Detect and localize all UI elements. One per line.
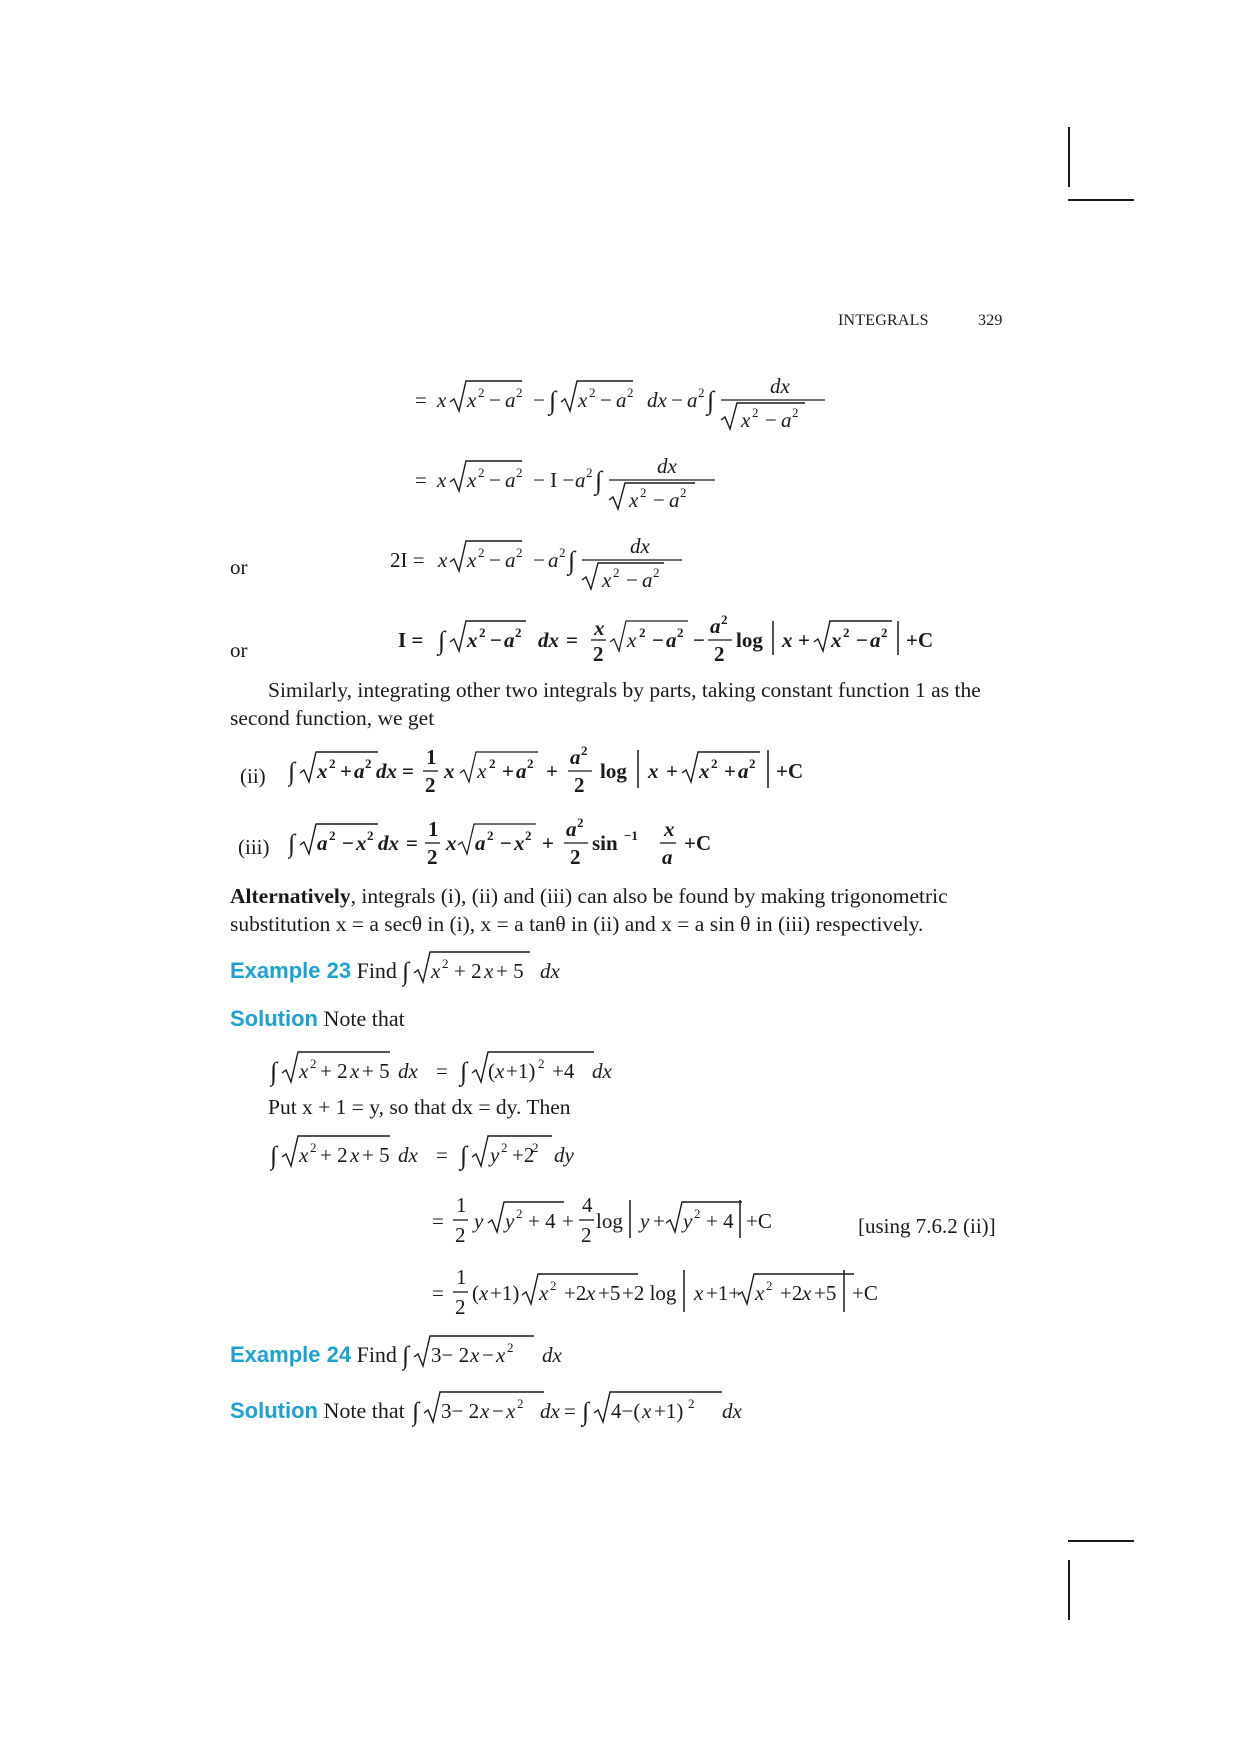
svg-text:2: 2 bbox=[766, 1278, 773, 1293]
crop-mark-bottom-vertical bbox=[1068, 1560, 1070, 1620]
svg-text:−: − bbox=[600, 388, 612, 412]
solution-23-eq2-math bbox=[270, 1130, 600, 1174]
svg-text:2: 2 bbox=[613, 565, 620, 580]
solution-23-intro: Note that bbox=[323, 1006, 405, 1031]
svg-text:a: a bbox=[570, 745, 581, 769]
svg-text:a: a bbox=[548, 548, 559, 572]
svg-text:3− 2: 3− 2 bbox=[441, 1399, 480, 1423]
eq-ii-label: (ii) bbox=[240, 764, 266, 788]
svg-text:x: x bbox=[467, 628, 478, 652]
svg-text:x: x bbox=[602, 568, 612, 592]
svg-text:+C: +C bbox=[852, 1281, 878, 1305]
example-24-expression-math bbox=[402, 1330, 582, 1374]
svg-text:+2 log: +2 log bbox=[622, 1281, 677, 1305]
svg-text:2: 2 bbox=[694, 1206, 701, 1221]
svg-text:+C: +C bbox=[776, 759, 804, 783]
svg-text:x: x bbox=[578, 388, 588, 412]
svg-text:x: x bbox=[477, 759, 487, 783]
svg-text:a: a bbox=[687, 388, 698, 412]
svg-text:x: x bbox=[437, 468, 447, 492]
svg-text:x: x bbox=[648, 759, 659, 783]
svg-text:x: x bbox=[479, 1281, 489, 1305]
svg-text:2: 2 bbox=[881, 625, 888, 640]
svg-text:x: x bbox=[495, 1059, 505, 1083]
solution-23-put: Put x + 1 = y, so that dx = dy. Then bbox=[268, 1095, 571, 1119]
svg-text:log: log bbox=[600, 759, 627, 783]
svg-text:dx: dx bbox=[538, 628, 559, 652]
svg-text:a: a bbox=[870, 628, 881, 652]
svg-text:+1): +1) bbox=[506, 1059, 536, 1083]
solution-23-eq1 bbox=[270, 1046, 630, 1090]
svg-text:2: 2 bbox=[570, 845, 581, 869]
derivation-line-1-math bbox=[415, 375, 835, 435]
svg-text:+5: +5 bbox=[598, 1281, 621, 1305]
svg-text:x: x bbox=[467, 468, 477, 492]
svg-text:y: y bbox=[490, 1143, 500, 1167]
svg-text:1: 1 bbox=[456, 1265, 467, 1289]
svg-text:2: 2 bbox=[752, 405, 759, 420]
svg-text:+5: +5 bbox=[814, 1281, 837, 1305]
svg-text:+C: +C bbox=[906, 628, 934, 652]
svg-text:2: 2 bbox=[721, 613, 728, 627]
svg-text:y: y bbox=[683, 1209, 693, 1233]
svg-text:x: x bbox=[506, 1399, 516, 1423]
svg-text:2: 2 bbox=[792, 405, 799, 420]
example-23-expression bbox=[402, 948, 582, 992]
svg-text:dx: dx bbox=[657, 455, 677, 478]
svg-text:=: = bbox=[415, 388, 427, 412]
svg-text:x: x bbox=[299, 1059, 309, 1083]
svg-text:+2: +2 bbox=[512, 1143, 535, 1167]
svg-text:a: a bbox=[738, 759, 749, 783]
derivation-line-4-math bbox=[398, 613, 988, 675]
svg-text:a: a bbox=[781, 408, 792, 432]
svg-text:−: − bbox=[489, 548, 501, 572]
solution-24-expression-math bbox=[412, 1386, 772, 1430]
formula-iii-math bbox=[288, 812, 748, 878]
svg-text:2: 2 bbox=[714, 642, 725, 666]
svg-text:x: x bbox=[627, 628, 637, 652]
svg-text:2: 2 bbox=[680, 485, 687, 500]
svg-text:−: − bbox=[489, 388, 501, 412]
svg-text:+: + bbox=[340, 759, 352, 783]
svg-text:+1+: +1+ bbox=[706, 1281, 741, 1305]
svg-text:2: 2 bbox=[427, 845, 438, 869]
crop-mark-bottom-horizontal bbox=[1068, 1540, 1134, 1542]
svg-text:a: a bbox=[662, 845, 673, 869]
svg-text:1: 1 bbox=[426, 745, 437, 769]
derivation-line-3 bbox=[390, 535, 710, 597]
svg-text:2: 2 bbox=[574, 773, 585, 797]
svg-text:∫: ∫ bbox=[402, 1341, 410, 1370]
svg-text:dx: dx bbox=[540, 1399, 560, 1423]
alternatively-bold: Alternatively bbox=[230, 884, 351, 908]
svg-text:4−(: 4−( bbox=[611, 1399, 641, 1423]
svg-text:x: x bbox=[437, 388, 447, 412]
svg-text:−: − bbox=[492, 1399, 504, 1423]
svg-text:=: = bbox=[566, 628, 578, 652]
svg-text:x: x bbox=[802, 1281, 812, 1305]
svg-text:−: − bbox=[765, 408, 777, 432]
example-23-label: Example 23 bbox=[230, 958, 352, 983]
example-23-heading bbox=[230, 960, 397, 982]
svg-text:∫: ∫ bbox=[595, 466, 603, 495]
svg-text:2: 2 bbox=[749, 756, 756, 771]
solution-24-heading bbox=[230, 1400, 405, 1422]
svg-text:dx: dx bbox=[398, 1143, 418, 1167]
svg-text:x: x bbox=[446, 831, 457, 855]
crop-mark-top-horizontal bbox=[1068, 199, 1134, 201]
svg-text:2I =: 2I = bbox=[390, 548, 425, 572]
svg-text:x: x bbox=[480, 1399, 490, 1423]
eq-iii-label: (iii) bbox=[238, 835, 270, 859]
svg-text:2: 2 bbox=[479, 625, 486, 640]
svg-text:−: − bbox=[856, 628, 868, 652]
svg-text:x: x bbox=[431, 959, 441, 983]
svg-text:x: x bbox=[664, 817, 675, 841]
svg-text:a: a bbox=[317, 831, 328, 855]
page-number: 329 bbox=[978, 312, 1003, 329]
svg-text:dx: dx bbox=[376, 759, 397, 783]
example-24-heading bbox=[230, 1344, 397, 1366]
svg-text:+: + bbox=[798, 628, 810, 652]
svg-text:2: 2 bbox=[843, 625, 850, 640]
svg-text:x: x bbox=[356, 831, 367, 855]
svg-text:a: a bbox=[710, 614, 721, 638]
svg-text:+ 5: + 5 bbox=[362, 1143, 390, 1167]
svg-text:a: a bbox=[505, 388, 516, 412]
svg-text:2: 2 bbox=[581, 743, 588, 758]
svg-text:2: 2 bbox=[501, 1140, 508, 1155]
solution-23-eq3 bbox=[432, 1192, 822, 1252]
svg-text:+C: +C bbox=[746, 1209, 772, 1233]
svg-text:sin: sin bbox=[592, 831, 618, 855]
svg-text:2: 2 bbox=[516, 545, 523, 560]
svg-text:2: 2 bbox=[329, 828, 336, 843]
svg-text:+: + bbox=[653, 1209, 665, 1233]
svg-text:∫: ∫ bbox=[707, 386, 715, 415]
svg-text:2: 2 bbox=[538, 1056, 545, 1071]
svg-text:dx: dx bbox=[398, 1059, 418, 1083]
svg-text:2: 2 bbox=[507, 1340, 514, 1355]
svg-text:x: x bbox=[694, 1281, 704, 1305]
svg-text:+ 2: + 2 bbox=[320, 1143, 348, 1167]
svg-text:2: 2 bbox=[442, 956, 449, 971]
svg-text:dx: dx bbox=[540, 959, 560, 983]
svg-text:+ 5: + 5 bbox=[496, 959, 524, 983]
svg-text:−: − bbox=[653, 488, 665, 512]
svg-text:∫: ∫ bbox=[460, 1057, 468, 1086]
solution-23-eq4-math bbox=[432, 1262, 972, 1326]
svg-text:x: x bbox=[594, 616, 605, 640]
svg-text:∫: ∫ bbox=[582, 1397, 590, 1426]
svg-text:a: a bbox=[566, 817, 577, 841]
svg-text:−: − bbox=[342, 831, 354, 855]
svg-text:∫: ∫ bbox=[568, 546, 576, 575]
solution-23-eq2 bbox=[270, 1130, 600, 1174]
svg-text:+: + bbox=[542, 831, 554, 855]
svg-text:x: x bbox=[350, 1059, 360, 1083]
svg-text:2: 2 bbox=[310, 1140, 317, 1155]
svg-text:+2: +2 bbox=[564, 1281, 587, 1305]
formula-iii bbox=[288, 812, 748, 878]
svg-text:dx: dx bbox=[592, 1059, 612, 1083]
svg-text:2: 2 bbox=[516, 385, 523, 400]
svg-text:2: 2 bbox=[581, 1223, 592, 1247]
svg-text:a: a bbox=[504, 628, 515, 652]
svg-text:dx: dx bbox=[722, 1399, 742, 1423]
solution-23-eq4 bbox=[432, 1262, 972, 1326]
or-label-2: or bbox=[230, 638, 248, 662]
svg-text:a: a bbox=[505, 548, 516, 572]
svg-text:2: 2 bbox=[711, 756, 718, 771]
svg-text:2: 2 bbox=[455, 1223, 466, 1247]
svg-text:x: x bbox=[299, 1143, 309, 1167]
paragraph-alternatively bbox=[230, 882, 1000, 938]
solution-23-heading bbox=[230, 1008, 405, 1030]
svg-text:2: 2 bbox=[532, 1140, 539, 1155]
svg-text:=: = bbox=[432, 1209, 444, 1233]
solution-23-eq3-note: [using 7.6.2 (ii)] bbox=[858, 1214, 996, 1238]
svg-text:y: y bbox=[474, 1209, 484, 1233]
svg-text:a: a bbox=[666, 628, 677, 652]
svg-text:x: x bbox=[467, 388, 477, 412]
svg-text:=: = bbox=[402, 759, 414, 783]
svg-text:2: 2 bbox=[577, 815, 584, 830]
svg-text:+: + bbox=[724, 759, 736, 783]
svg-text:2: 2 bbox=[478, 545, 485, 560]
svg-text:3− 2: 3− 2 bbox=[431, 1343, 470, 1367]
example-24-find: Find bbox=[356, 1342, 397, 1367]
svg-text:−: − bbox=[626, 568, 638, 592]
solution-24-intro: Note that bbox=[323, 1398, 405, 1423]
svg-text:+: + bbox=[546, 759, 558, 783]
svg-text:2: 2 bbox=[627, 385, 634, 400]
svg-text:∫: ∫ bbox=[270, 1057, 278, 1086]
svg-text:−: − bbox=[652, 628, 664, 652]
svg-text:a: a bbox=[505, 468, 516, 492]
svg-text:2: 2 bbox=[367, 828, 374, 843]
svg-text:−: − bbox=[482, 1343, 494, 1367]
svg-text:2: 2 bbox=[516, 465, 523, 480]
svg-text:+2: +2 bbox=[780, 1281, 803, 1305]
svg-text:y: y bbox=[640, 1209, 650, 1233]
solution-24-label: Solution bbox=[230, 1398, 318, 1423]
svg-text:(: ( bbox=[488, 1059, 495, 1083]
svg-text:a: a bbox=[616, 388, 627, 412]
svg-text:−: − bbox=[500, 831, 512, 855]
solution-24-expression bbox=[412, 1386, 772, 1430]
svg-text:a: a bbox=[475, 831, 486, 855]
svg-text:x: x bbox=[496, 1343, 506, 1367]
svg-text:−: − bbox=[490, 628, 502, 652]
svg-text:x: x bbox=[484, 959, 494, 983]
derivation-line-2-math bbox=[415, 455, 735, 515]
svg-text:−: − bbox=[533, 388, 545, 412]
svg-text:dy: dy bbox=[554, 1143, 574, 1167]
svg-text:2: 2 bbox=[559, 545, 566, 560]
svg-text:+: + bbox=[666, 759, 678, 783]
svg-text:+4: +4 bbox=[552, 1059, 575, 1083]
svg-text:∫: ∫ bbox=[460, 1141, 468, 1170]
derivation-line-3-math bbox=[390, 535, 710, 597]
svg-text:=: = bbox=[436, 1143, 448, 1167]
svg-text:4: 4 bbox=[582, 1193, 593, 1217]
svg-text:2: 2 bbox=[698, 385, 705, 400]
example-24-label: Example 24 bbox=[230, 1342, 352, 1367]
svg-text:a: a bbox=[575, 468, 586, 492]
example-24-expression bbox=[402, 1330, 582, 1374]
svg-text:∫: ∫ bbox=[402, 957, 410, 986]
svg-text:−: − bbox=[671, 388, 683, 412]
svg-text:2: 2 bbox=[478, 385, 485, 400]
svg-text:− I −: − I − bbox=[533, 468, 575, 492]
svg-text:(: ( bbox=[472, 1281, 479, 1305]
svg-text:1: 1 bbox=[428, 817, 439, 841]
svg-text:x: x bbox=[467, 548, 477, 572]
svg-text:2: 2 bbox=[525, 828, 532, 843]
svg-text:−: − bbox=[693, 628, 705, 652]
svg-text:2: 2 bbox=[589, 385, 596, 400]
svg-text:2: 2 bbox=[487, 828, 494, 843]
svg-text:2: 2 bbox=[653, 565, 660, 580]
svg-text:x: x bbox=[514, 831, 525, 855]
svg-text:x: x bbox=[629, 488, 639, 512]
svg-text:+ 5: + 5 bbox=[362, 1059, 390, 1083]
svg-text:log: log bbox=[596, 1209, 623, 1233]
svg-text:dx: dx bbox=[770, 375, 790, 398]
svg-text:a: a bbox=[642, 568, 653, 592]
derivation-line-2 bbox=[415, 455, 735, 515]
svg-text:2: 2 bbox=[640, 485, 647, 500]
svg-text:2: 2 bbox=[517, 1396, 524, 1411]
svg-text:−: − bbox=[533, 548, 545, 572]
paragraph-similarly: Similarly, integrating other two integrals by parts, taking constant function 1 as the second function, we get bbox=[230, 678, 981, 730]
svg-text:x: x bbox=[782, 628, 793, 652]
svg-text:+: + bbox=[502, 759, 514, 783]
alternatively-rest: , integrals (i), (ii) and (iii) can also be found by making trigonometric substitution x = a secθ in (i), x = a tanθ in (ii) and x = a sin θ in (iii) respectively. bbox=[230, 884, 948, 936]
svg-text:∫: ∫ bbox=[549, 386, 557, 415]
svg-text:log: log bbox=[736, 628, 763, 652]
solution-23-eq1-math bbox=[270, 1046, 630, 1090]
svg-text:a: a bbox=[669, 488, 680, 512]
svg-text:x: x bbox=[831, 628, 842, 652]
svg-text:=: = bbox=[564, 1399, 576, 1423]
svg-text:=: = bbox=[406, 831, 418, 855]
svg-text:2: 2 bbox=[593, 642, 604, 666]
svg-text:x: x bbox=[741, 408, 751, 432]
solution-23-label: Solution bbox=[230, 1006, 318, 1031]
svg-text:I =: I = bbox=[398, 628, 424, 652]
svg-text:2: 2 bbox=[639, 625, 646, 640]
running-header-title: INTEGRALS bbox=[838, 312, 929, 329]
svg-text:dx: dx bbox=[378, 831, 399, 855]
svg-text:dx: dx bbox=[542, 1343, 562, 1367]
svg-text:2: 2 bbox=[688, 1396, 695, 1411]
svg-text:2: 2 bbox=[425, 773, 436, 797]
svg-text:2: 2 bbox=[550, 1278, 557, 1293]
svg-text:2: 2 bbox=[516, 1206, 523, 1221]
svg-text:∫: ∫ bbox=[438, 626, 446, 655]
svg-text:+C: +C bbox=[684, 831, 712, 855]
formula-ii-math bbox=[288, 742, 848, 806]
svg-text:+ 2: + 2 bbox=[454, 959, 482, 983]
derivation-line-1 bbox=[415, 375, 835, 435]
example-23-expression-math bbox=[402, 948, 582, 992]
svg-text:2: 2 bbox=[329, 756, 336, 771]
svg-text:2: 2 bbox=[515, 625, 522, 640]
svg-text:x: x bbox=[317, 759, 328, 783]
svg-text:2: 2 bbox=[677, 625, 684, 640]
svg-text:x: x bbox=[586, 1281, 596, 1305]
crop-mark-top-vertical bbox=[1068, 127, 1070, 187]
svg-text:2: 2 bbox=[489, 756, 496, 771]
svg-text:∫: ∫ bbox=[288, 757, 296, 786]
svg-text:2: 2 bbox=[527, 756, 534, 771]
svg-text:∫: ∫ bbox=[288, 829, 296, 858]
svg-text:dx: dx bbox=[647, 388, 667, 412]
svg-text:+ 4: + 4 bbox=[706, 1209, 734, 1233]
example-23-find: Find bbox=[356, 958, 397, 983]
solution-23-eq3-math bbox=[432, 1192, 822, 1252]
svg-text:x: x bbox=[438, 548, 448, 572]
svg-text:2: 2 bbox=[365, 756, 372, 771]
svg-text:a: a bbox=[354, 759, 365, 783]
svg-text:x: x bbox=[699, 759, 710, 783]
svg-text:−: − bbox=[489, 468, 501, 492]
svg-text:x: x bbox=[755, 1281, 765, 1305]
svg-text:2: 2 bbox=[478, 465, 485, 480]
formula-ii bbox=[288, 742, 848, 806]
svg-text:+ 4: + 4 bbox=[528, 1209, 556, 1233]
svg-text:+: + bbox=[562, 1209, 574, 1233]
or-label-1: or bbox=[230, 555, 248, 579]
svg-text:+1): +1) bbox=[654, 1399, 684, 1423]
svg-text:2: 2 bbox=[586, 465, 593, 480]
svg-text:1: 1 bbox=[456, 1193, 467, 1217]
svg-text:+ 2: + 2 bbox=[320, 1059, 348, 1083]
derivation-line-4 bbox=[398, 613, 988, 675]
svg-text:=: = bbox=[415, 468, 427, 492]
svg-text:2: 2 bbox=[310, 1056, 317, 1071]
svg-text:x: x bbox=[470, 1343, 480, 1367]
svg-text:=: = bbox=[432, 1281, 444, 1305]
svg-text:a: a bbox=[516, 759, 527, 783]
svg-text:−1: −1 bbox=[624, 828, 638, 843]
svg-text:2: 2 bbox=[455, 1295, 466, 1319]
svg-text:=: = bbox=[436, 1059, 448, 1083]
svg-text:∫: ∫ bbox=[270, 1141, 278, 1170]
svg-text:∫: ∫ bbox=[412, 1397, 420, 1426]
svg-text:x: x bbox=[642, 1399, 652, 1423]
svg-text:x: x bbox=[350, 1143, 360, 1167]
svg-text:+1): +1) bbox=[490, 1281, 520, 1305]
svg-text:dx: dx bbox=[630, 535, 650, 558]
svg-text:y: y bbox=[505, 1209, 515, 1233]
svg-text:x: x bbox=[444, 759, 455, 783]
svg-text:x: x bbox=[539, 1281, 549, 1305]
